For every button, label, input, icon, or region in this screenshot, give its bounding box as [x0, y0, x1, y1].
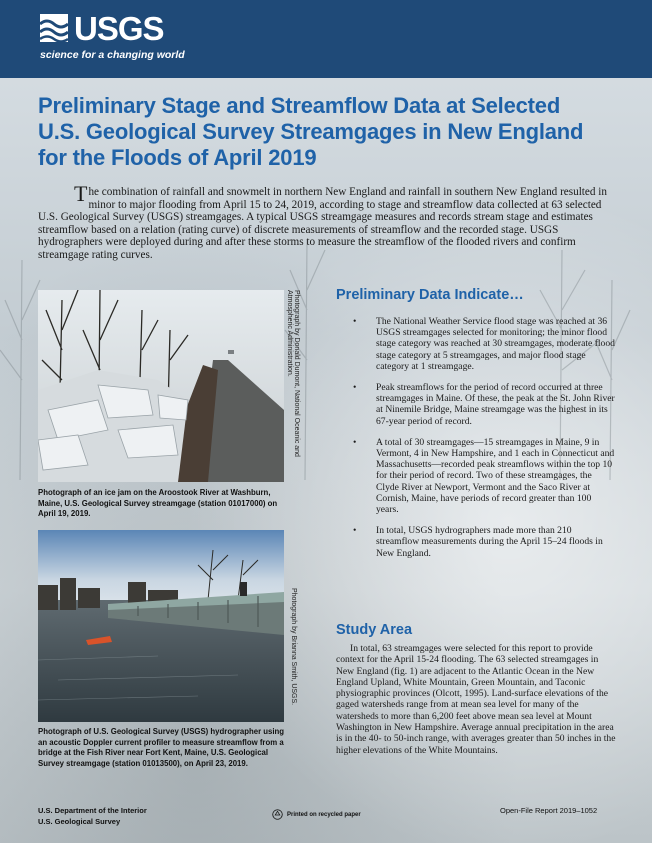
footer-agency — [38, 806, 147, 827]
photo1-credit — [286, 290, 300, 457]
intro-text: he combination of rainfall and snowmelt in northern New England and rainfall in southern New England resulted in minor to major flooding from April 15 to 24, 2019, according to stage and streamflow data collected at 63 selected U.S. Geological Survey (USGS) streamgages. A typical USGS streamgage measures and records stream stage and estimates streamflow based on a relation (rating curve) of discrete measurements of streamflow and the recorded stage. USGS hydrographers were deployed during and after these storms to measure the streamflow of the flooded rivers and confirm streamgage rating curves. — [38, 186, 607, 261]
ice-jam-photo — [38, 290, 284, 482]
preliminary-data-list — [353, 316, 615, 569]
photo2-caption: Photograph of U.S. Geological Survey (USGS) hydrographer using an acoustic Doppler current profiler to measure streamflow from a bridge at the Fish River near Fort Kent, Maine, U.S. Geological Survey streamgage (station 01013500), on April 23, 2019. — [38, 727, 285, 768]
photo1-caption: Photograph of an ice jam on the Aroostook River at Washburn, Maine, U.S. Geological Survey streamgage (station 01017000) on April 19, 2019. — [38, 488, 278, 518]
usgs-header-band — [0, 0, 652, 78]
preliminary-data-heading: Preliminary Data Indicate… — [336, 287, 524, 303]
intro-dropcap: T — [74, 181, 88, 206]
title-line: for the Floods of April 2019 — [38, 145, 317, 170]
photo1-credit-line: Photograph by Donald Dumont, National Oceanic and — [293, 290, 300, 457]
photo1-credit-line: Atmospheric Administration. — [286, 290, 293, 377]
ice-jam-image — [38, 290, 284, 482]
intro-paragraph — [38, 181, 618, 262]
list-item: • Peak streamflows for the period of record occurred at three streamgages in Maine. Of these, the peak at the St. John River at Ninemile Bridge, Maine streamgage was the highest in its 67-year period of record. — [353, 382, 615, 427]
footer-dept-line: U.S. Geological Survey — [38, 816, 121, 826]
usgs-tagline: science for a changing world — [40, 49, 185, 61]
title-line: U.S. Geological Survey Streamgages in New England — [38, 119, 584, 144]
usgs-wave-icon — [40, 14, 68, 42]
page-title — [38, 93, 618, 171]
usgs-logo-text: USGS — [74, 10, 164, 47]
recycle-icon — [272, 809, 283, 820]
footer-recycled-note — [274, 812, 361, 818]
study-area-heading: Study Area — [336, 622, 413, 638]
list-item: • The National Weather Service flood stage was reached at 36 USGS streamgages selected for monitoring; the minor flood stage category was reached at 30 streamgages, moderate flood stage category at 5 streamgages, and major flood stage category at 1 streamgage. — [353, 316, 615, 372]
list-item: • In total, USGS hydrographers made more than 210 streamflow measurements during the April 15–24 floods in New England. — [353, 525, 615, 559]
footer-report-number: Open-File Report 2019–1052 — [500, 806, 598, 815]
bridge-measurement-image — [38, 530, 284, 722]
usgs-logo — [40, 10, 200, 54]
list-item: • A total of 30 streamgages—15 streamgages in Maine, 9 in Vermont, 4 in New Hampshire, and 1 each in Connecticut and Massachusetts—recorded peak streamflows within the top 10 for their period of record. Two of these streamgages, the Clyde River at Newport, Vermont and the Saco River at Cornish, Maine, have periods of record greater than 100 years. — [353, 437, 615, 515]
photo2-credit: Photograph by Brianna Smith, USGS. — [290, 588, 297, 706]
recycled-text: Printed on recycled paper — [287, 812, 361, 818]
study-area-paragraph: In total, 63 streamgages were selected for this report to provide context for the April 15-24 flooding. The 63 selected streamgages in New England (fig. 1) are adjacent to the Atlantic Ocean in the New England Upland, White Mountain, Green Mountain, and Taconic physiographic provinces (Olcott, 1995). Land-surface elevations of the gaged watersheds range from at mean sea level for many of the watersheds to more than 6,200 feet above mean sea level at Mount Washington in New Hampshire. Average annual precipitation in the area is in the 40- to 50-inch range, with averages greater than 50 inches in the higher elevations of the White Mountains. — [336, 643, 616, 756]
title-line: Preliminary Stage and Streamflow Data at Selected — [38, 93, 561, 118]
footer-dept-line: U.S. Department of the Interior — [38, 806, 147, 815]
bridge-measurement-photo — [38, 530, 284, 722]
